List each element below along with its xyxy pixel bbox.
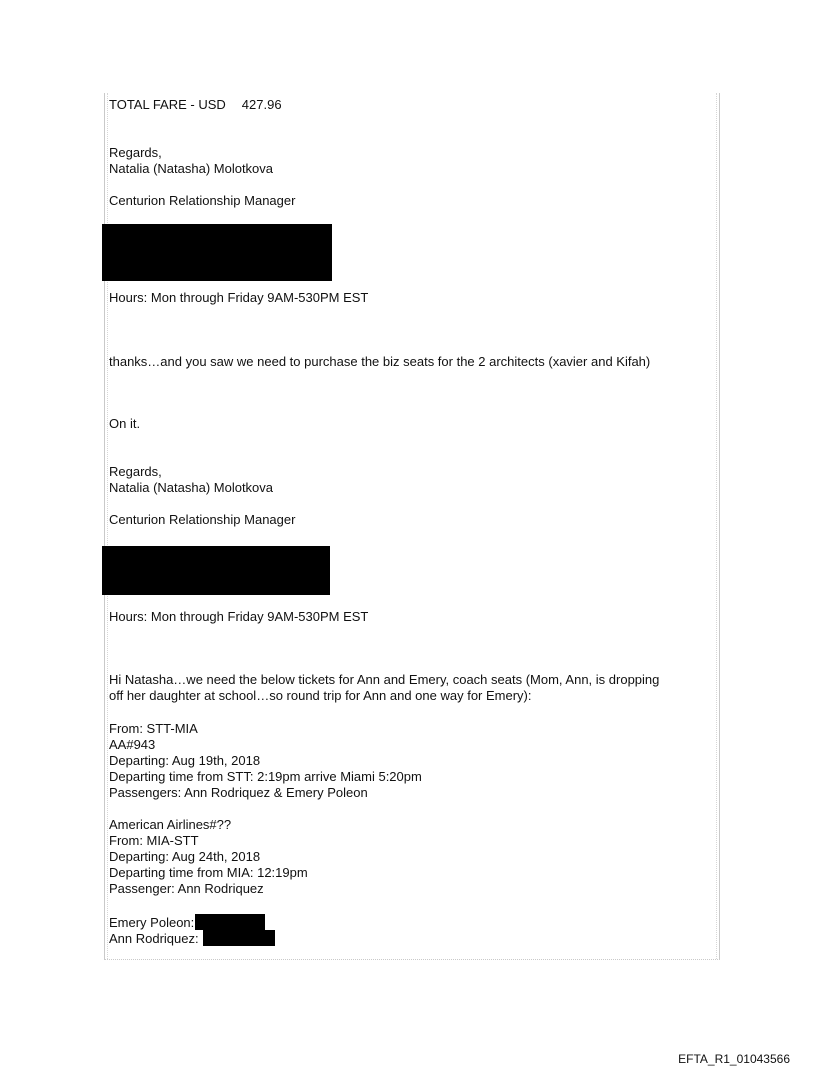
redaction-block-2: [102, 546, 330, 595]
flight1-from: From: STT-MIA: [109, 721, 198, 736]
ann-id-label: Ann Rodriquez:: [109, 931, 199, 946]
total-fare-line: [109, 97, 282, 113]
signature2-name: Natalia (Natasha) Molotkova: [109, 480, 274, 495]
flight1-number: AA#943: [109, 737, 156, 752]
flight1-passengers: Passengers: Ann Rodriquez & Emery Poleon: [109, 785, 368, 800]
flight1-departing: Departing: Aug 19th, 2018: [109, 753, 261, 768]
signature1-regards: Regards,: [109, 145, 162, 160]
flight1-time: Departing time from STT: 2:19pm arrive Miami 5:20pm: [109, 769, 422, 784]
total-fare-label: TOTAL FARE - USD: [109, 97, 226, 112]
signature1-title: Centurion Relationship Manager: [109, 193, 296, 208]
signature1-hours: Hours: Mon through Friday 9AM-530PM EST: [109, 290, 369, 305]
request-intro-line2: off her daughter at school…so round trip for Ann and one way for Emery):: [109, 688, 532, 703]
document-id: EFTA_R1_01043566: [678, 1052, 790, 1066]
ann-id-redaction: [203, 930, 275, 946]
signature2-regards: Regards,: [109, 464, 162, 479]
request-intro-line1: Hi Natasha…we need the below tickets for Ann and Emery, coach seats (Mom, Ann, is dropping: [109, 672, 660, 687]
signature1-name: Natalia (Natasha) Molotkova: [109, 161, 274, 176]
flight2-from: From: MIA-STT: [109, 833, 199, 848]
signature2-title: Centurion Relationship Manager: [109, 512, 296, 527]
flight2-airline: American Airlines#??: [109, 817, 232, 832]
message-biz-seats: thanks…and you saw we need to purchase the biz seats for the 2 architects (xavier and Kifah): [109, 354, 651, 369]
emery-id-redaction: [195, 914, 265, 930]
flight2-passenger: Passenger: Ann Rodriquez: [109, 881, 264, 896]
total-fare-amount: 427.96: [241, 97, 282, 112]
ann-id-line: [109, 930, 275, 947]
signature2-hours: Hours: Mon through Friday 9AM-530PM EST: [109, 609, 369, 624]
emery-id-line: [109, 914, 265, 931]
emery-id-label: Emery Poleon:: [109, 915, 195, 930]
flight2-time: Departing time from MIA: 12:19pm: [109, 865, 308, 880]
reply-on-it: On it.: [109, 416, 141, 431]
flight2-departing: Departing: Aug 24th, 2018: [109, 849, 261, 864]
redaction-block-1: [102, 224, 332, 281]
